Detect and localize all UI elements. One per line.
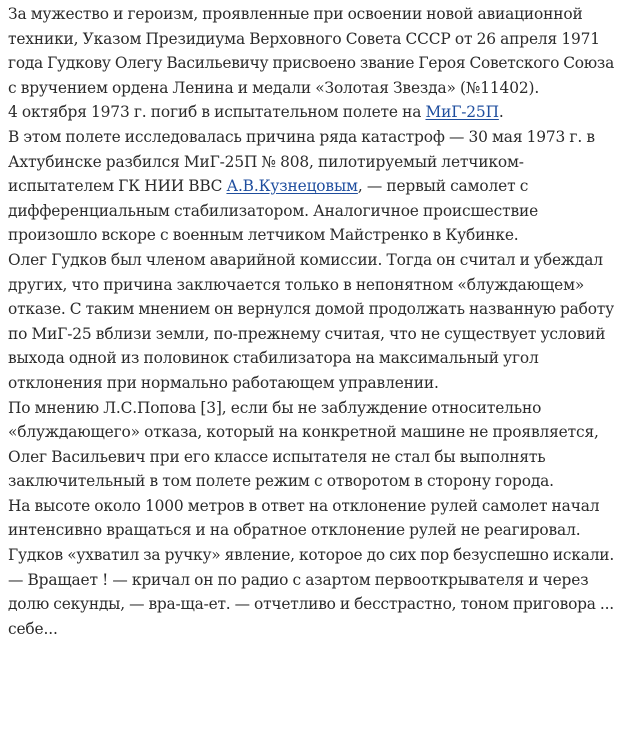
text-line: На высоте около 1000 метров в ответ на отклонение рулей самолет начал: [8, 496, 600, 515]
text-line: «блуждающего» отказа, который на конкретной машине не проявляется,: [8, 423, 599, 442]
text-line: техники, Указом Президиума Верховного Совета СССР от 26 апреля 1971: [8, 29, 600, 48]
text-line: заключительный в том полете режим с отворотом в сторону города.: [8, 472, 554, 491]
paragraph-death: [8, 100, 614, 125]
text-line: с вручением ордена Ленина и медали «Золотая Звезда» (№11402).: [8, 78, 540, 97]
text-line: произошло вскоре с военным летчиком Майстренко в Кубинке.: [8, 226, 519, 245]
text-line: Олег Васильевич при его классе испытателя не стал бы выполнять: [8, 447, 546, 466]
text-fragment: .: [498, 103, 504, 122]
text-line: За мужество и героизм, проявленные при освоении новой авиационной: [8, 5, 583, 23]
paragraph-award: [8, 2, 614, 100]
paragraph-phenomenon: [8, 543, 614, 568]
paragraph-commission: [8, 248, 614, 396]
text-line: В этом полете исследовалась причина ряда катастроф — 30 мая 1973 г. в: [8, 127, 595, 146]
text-line: отклонения при нормально работающем управлении.: [8, 373, 439, 392]
text-line: По мнению Л.С.Попова [3], если бы не заблуждение относительно: [8, 398, 542, 417]
link-mig-25p[interactable]: МиГ-25П: [425, 103, 499, 122]
text-line: по МиГ-25 вблизи земли, по-прежнему считая, что не существует условий: [8, 324, 606, 343]
text-fragment: испытателем ГК НИИ ВВС: [8, 177, 227, 196]
link-kuznetsov[interactable]: А.В.Кузнецовым: [226, 177, 358, 196]
text-line: [8, 100, 614, 125]
text-line: дифференциальным стабилизатором. Аналогичное происшествие: [8, 201, 539, 220]
text-line: Ахтубинске разбился МиГ-25П № 808, пилотируемый летчиком-: [8, 152, 524, 171]
text-line: — Вращает ! — кричал он по радио с азартом первооткрывателя и через: [8, 570, 589, 589]
paragraph-popov-opinion: [8, 396, 614, 494]
text-line: интенсивно вращаться и на обратное отклонение рулей не реагировал.: [8, 521, 581, 540]
text-fragment: 4 октября 1973 г. погиб в испытательном полете на: [8, 103, 426, 122]
text-line: Гудков «ухватил за ручку» явление, которое до сих пор безуспешно искали.: [8, 546, 614, 565]
text-line: долю секунды, — вра-ща-ет. — отчетливо и бесстрастно, тоном приговора ...: [8, 595, 614, 614]
text-line: других, что причина заключается только в непонятном «блуждающем»: [8, 275, 585, 294]
text-line: Олег Гудков был членом аварийной комиссии. Тогда он считал и убеждал: [8, 250, 603, 269]
paragraph-last-words: [8, 568, 614, 642]
text-line: года Гудкову Олегу Васильевичу присвоено звание Героя Советского Союза: [8, 54, 614, 73]
text-fragment: , — первый самолет с: [357, 177, 529, 196]
text-line: отказе. С таким мнением он вернулся домой продолжать названную работу: [8, 300, 614, 319]
text-line: себе...: [8, 619, 58, 638]
paragraph-investigation: [8, 125, 614, 248]
text-line: [8, 174, 614, 199]
paragraph-altitude: [8, 494, 614, 543]
text-line: выхода одной из половинок стабилизатора на максимальный угол: [8, 349, 539, 368]
